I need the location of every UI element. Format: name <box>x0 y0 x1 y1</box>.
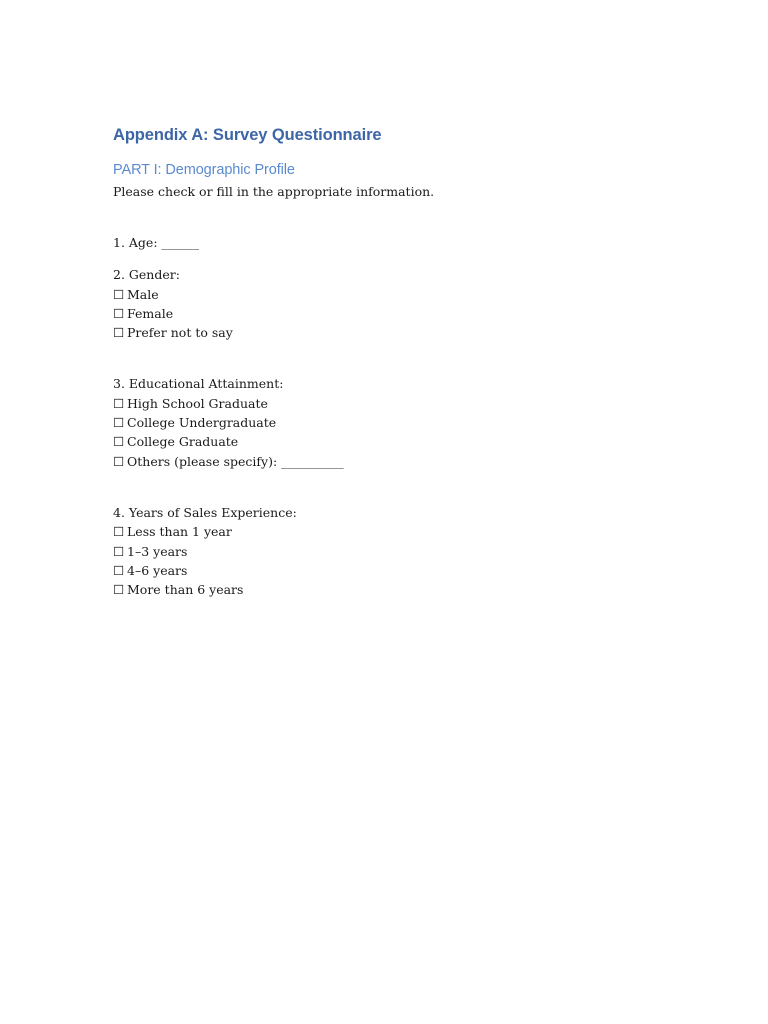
checkbox-icon[interactable]: ☐ <box>113 286 125 302</box>
option-label: 4–6 years <box>127 562 188 578</box>
checkbox-icon[interactable]: ☐ <box>113 562 125 578</box>
part-heading: PART I: Demographic Profile <box>113 162 295 178</box>
question-label: 2. Gender: <box>113 267 180 283</box>
option-label: 1–3 years <box>127 543 188 559</box>
question-age <box>113 233 673 252</box>
checkbox-icon[interactable]: ☐ <box>113 325 125 341</box>
option-college-undergraduate[interactable] <box>113 413 673 432</box>
checkbox-icon[interactable]: ☐ <box>113 582 125 598</box>
option-label: Prefer not to say <box>127 325 233 341</box>
option-label: College Undergraduate <box>127 415 277 431</box>
question-label: 1. Age: ______ <box>113 235 200 250</box>
option-4-6-years[interactable] <box>113 561 673 580</box>
question-gender <box>113 265 673 342</box>
checkbox-icon[interactable]: ☐ <box>113 305 125 321</box>
option-more-than-6-years[interactable] <box>113 580 673 599</box>
question-education <box>113 374 673 470</box>
option-others[interactable] <box>113 452 673 471</box>
question-label: 4. Years of Sales Experience: <box>113 504 297 520</box>
checkbox-icon[interactable]: ☐ <box>113 415 125 431</box>
option-label: Male <box>127 286 159 302</box>
option-label: More than 6 years <box>127 582 244 598</box>
appendix-title: Appendix A: Survey Questionnaire <box>113 126 382 144</box>
checkbox-icon[interactable]: ☐ <box>113 543 125 559</box>
question-sales-experience <box>113 503 673 599</box>
option-prefer-not-to-say[interactable] <box>113 323 673 342</box>
checkbox-icon[interactable]: ☐ <box>113 434 125 450</box>
option-female[interactable] <box>113 304 673 323</box>
option-college-graduate[interactable] <box>113 432 673 451</box>
checkbox-icon[interactable]: ☐ <box>113 453 125 469</box>
checkbox-icon[interactable]: ☐ <box>113 395 125 411</box>
option-less-than-1-year[interactable] <box>113 522 673 541</box>
document-page <box>113 124 673 599</box>
question-label: 3. Educational Attainment: <box>113 376 284 392</box>
option-label: High School Graduate <box>127 395 268 411</box>
option-label: Less than 1 year <box>127 524 232 540</box>
option-label: College Graduate <box>127 434 239 450</box>
option-label: Others (please specify): __________ <box>127 453 344 469</box>
option-1-3-years[interactable] <box>113 542 673 561</box>
option-male[interactable] <box>113 285 673 304</box>
option-high-school-graduate[interactable] <box>113 394 673 413</box>
checkbox-icon[interactable]: ☐ <box>113 524 125 540</box>
option-label: Female <box>127 305 174 321</box>
instructions-text: Please check or fill in the appropriate information. <box>113 184 435 199</box>
